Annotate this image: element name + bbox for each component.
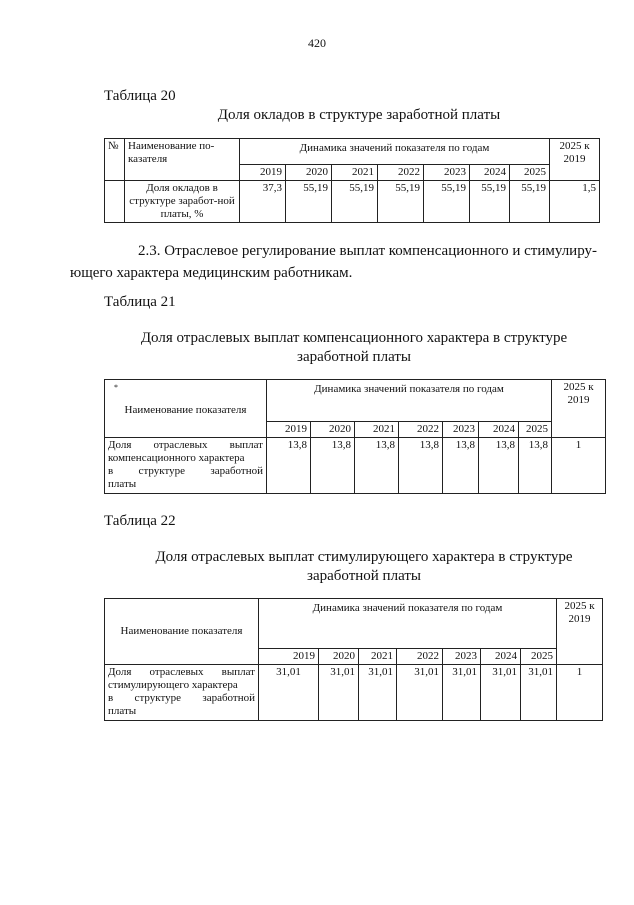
table-22-title [104, 548, 624, 586]
table-20-label: Таблица 20 [104, 88, 176, 104]
table-20-col-dynamics: Динамика значений показателя по годам [240, 139, 550, 165]
table-21-value: 13,8 [267, 438, 311, 494]
table-20-year: 2023 [424, 165, 470, 181]
table-22-value: 31,01 [319, 665, 359, 721]
table-22-row-name-line: стимулирующего характера [108, 679, 238, 691]
table-21-row-name-line: в структуре заработной [108, 465, 263, 477]
table-20 [104, 138, 600, 223]
table-20-year: 2019 [240, 165, 286, 181]
table-21-row-name-line: Доля отраслевых выплат [108, 439, 263, 451]
table-21-col-name: Наименование показателя [124, 404, 247, 416]
table-20-value: 37,3 [240, 181, 286, 223]
table-20-empty-cell [105, 181, 125, 223]
table-22-col-ratio: 2025 к 2019 [557, 599, 603, 665]
table-20-title: Доля окладов в структуре заработной платы [217, 107, 501, 123]
table-21-year: 2019 [267, 422, 311, 438]
table-20-value: 55,19 [510, 181, 550, 223]
table-22-value: 31,01 [443, 665, 481, 721]
table-21-value: 13,8 [311, 438, 355, 494]
table-20-col-ratio: 2025 к 2019 [550, 139, 600, 181]
table-22-value: 31,01 [359, 665, 397, 721]
table-21-col-ratio: 2025 к 2019 [552, 380, 606, 438]
table-21-year: 2022 [399, 422, 443, 438]
table-20-year: 2022 [378, 165, 424, 181]
table-20-year: 2021 [332, 165, 378, 181]
table-22-ratio: 1 [557, 665, 603, 721]
table-20-value: 55,19 [332, 181, 378, 223]
table-21-col-dynamics: Динамика значений показателя по годам [267, 380, 552, 422]
section-paragraph [70, 240, 610, 284]
table-22-year: 2024 [481, 649, 521, 665]
table-22-col-dynamics: Динамика значений показателя по годам [259, 599, 557, 649]
table-22-title-line2: заработной платы [307, 568, 421, 584]
table-22-title-line1: Доля отраслевых выплат стимулирующего характера в структуре [155, 549, 573, 565]
table-20-year: 2024 [470, 165, 510, 181]
table-22-year: 2021 [359, 649, 397, 665]
table-20-value: 55,19 [378, 181, 424, 223]
table-21-year: 2024 [479, 422, 519, 438]
table-22-value: 31,01 [259, 665, 319, 721]
table-20-value: 55,19 [470, 181, 510, 223]
table-21-col-mark: * [114, 383, 118, 392]
table-20-col-num: № [105, 139, 125, 181]
table-22-value: 31,01 [521, 665, 557, 721]
table-21-year: 2021 [355, 422, 399, 438]
table-21-label: Таблица 21 [104, 294, 176, 310]
table-22-row-name-line: в структуре заработной [108, 692, 255, 704]
table-22-year: 2025 [521, 649, 557, 665]
table-21-value: 13,8 [479, 438, 519, 494]
table-22-row-name [105, 665, 259, 721]
table-20-col-name: Наименование по-казателя [125, 139, 240, 181]
table-21-value: 13,8 [519, 438, 552, 494]
table-20-year: 2025 [510, 165, 550, 181]
table-22-value: 31,01 [397, 665, 443, 721]
section-text-line2: ющего характера медицинским работникам. [70, 265, 353, 281]
table-21-row-name-line: компенсационного характера [108, 452, 245, 464]
table-21 [104, 379, 606, 494]
table-20-year: 2020 [286, 165, 332, 181]
section-text-line1: 2.3. Отраслевое регулирование выплат компенсационного и стимулиру- [138, 243, 598, 259]
table-20-row-name: Доля окладов в структуре заработ-ной платы, % [125, 181, 240, 223]
table-22-col-name: Наименование показателя [105, 599, 259, 665]
table-22-year: 2023 [443, 649, 481, 665]
table-21-year: 2020 [311, 422, 355, 438]
table-21-ratio: 1 [552, 438, 606, 494]
table-21-year: 2025 [519, 422, 552, 438]
table-21-row-name [105, 438, 267, 494]
table-22-year: 2022 [397, 649, 443, 665]
table-22-row-name-line: платы [108, 705, 137, 717]
table-21-title [104, 329, 604, 367]
table-20-value: 55,19 [424, 181, 470, 223]
table-22 [104, 598, 603, 721]
table-21-title-line2: заработной платы [297, 349, 411, 365]
table-22-label: Таблица 22 [104, 513, 176, 529]
table-21-col-name-cell [105, 380, 267, 438]
table-22-year: 2020 [319, 649, 359, 665]
table-22-row-name-line: Доля отраслевых выплат [108, 666, 255, 678]
table-21-value: 13,8 [443, 438, 479, 494]
table-22-value: 31,01 [481, 665, 521, 721]
table-21-value: 13,8 [355, 438, 399, 494]
table-22-year: 2019 [259, 649, 319, 665]
table-20-ratio: 1,5 [550, 181, 600, 223]
table-20-value: 55,19 [286, 181, 332, 223]
table-21-row-name-line: платы [108, 478, 137, 490]
table-21-value: 13,8 [399, 438, 443, 494]
page-number: 420 [308, 36, 326, 50]
table-21-year: 2023 [443, 422, 479, 438]
table-21-title-line1: Доля отраслевых выплат компенсационного характера в структуре [140, 330, 568, 346]
